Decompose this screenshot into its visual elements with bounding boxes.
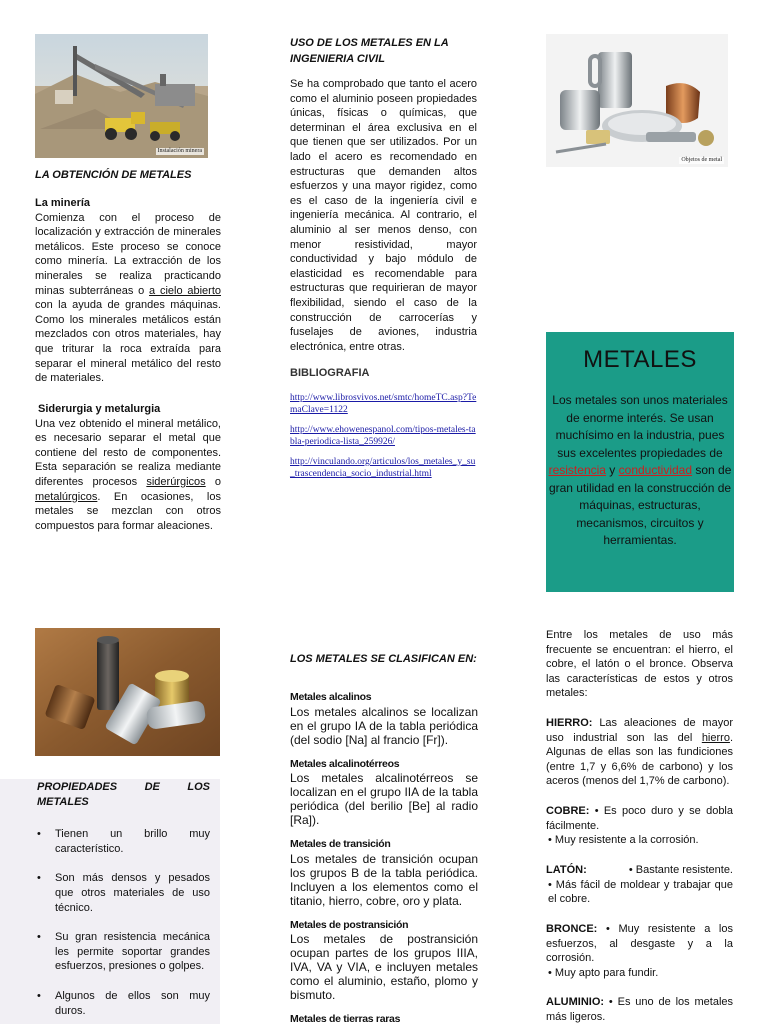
group-text: Los metales alcalinos se localizan en el grupo IA de la tabla periódica (del sodio [Na] al francio [Fr]). <box>290 704 478 747</box>
properties-section <box>37 780 210 1033</box>
group-title: Metales de transición <box>290 838 391 851</box>
metalurgicos-link[interactable]: metalúrgicos <box>35 490 98 503</box>
mining-section <box>35 196 221 386</box>
siderurgy-text-mid: o <box>214 475 221 488</box>
group-text: Los metales alcalinotérreos se localizan en el grupo IIA de la tabla periódica (del berilio [Be] al radio [Ra]). <box>290 771 478 828</box>
hierro-block <box>546 716 733 789</box>
cobre-line-2: • Muy resistente a la corrosión. <box>548 834 699 847</box>
mining-photo-caption: Instalación minera <box>157 148 202 154</box>
bronce-line-1: • Muy resistente a los esfuerzos, al desgaste y a la corrosión. <box>546 923 733 965</box>
metal-bars-image <box>35 628 220 756</box>
siderurgy-title: Siderurgia y metalurgia <box>38 403 161 415</box>
classify-heading: LOS METALES SE CLASIFICAN EN: <box>290 653 477 665</box>
civil-heading: USO DE LOS METALES EN LA INGENIERIA CIVIL <box>290 37 449 65</box>
group-title: Metales de tierras raras <box>290 1013 401 1026</box>
cobre-block <box>546 804 733 848</box>
metales-text-a: Los metales son unos materiales de enorme interés. Se usan muchísimo en la industria, pues sus excelentes propiedades de <box>552 393 728 460</box>
hierro-text-a: Las aleaciones de mayor uso industrial son las del <box>546 717 733 744</box>
metal-objects-photo <box>546 34 728 167</box>
metales-title: METALES <box>583 346 697 373</box>
cobre-name: COBRE: <box>546 805 590 817</box>
classify-list <box>290 690 478 1027</box>
metal-bars-photo <box>35 628 220 756</box>
laton-line-2: • Más fácil de moldear y trabajar que el cobre. <box>548 878 733 906</box>
property-item: • Algunos de ellos son muy duros. <box>37 989 210 1018</box>
bibliography-link[interactable]: http://www.ehowenespanol.com/tipos-metales-tabla-periodica-lista_259926/ <box>290 425 476 447</box>
group-title: Metales alcalinos <box>290 691 372 703</box>
metals-intro: Entre los metales de uso más frecuente se encuentran: el hierro, el cobre, el latón o el bronce. Observa las características de estos y otros metales: <box>546 629 733 700</box>
resistencia-link[interactable]: resistencia <box>548 463 606 477</box>
group-title: Metales de postransición <box>290 918 409 931</box>
mining-heading: LA OBTENCIÓN DE METALES <box>35 169 192 181</box>
metal-objects-image <box>546 34 728 167</box>
group-text: Los metales de transición ocupan los grupos B de la tabla periódica. Incluyen a los elementos como el titanio, hierro, cobre, oro y plata. <box>290 851 478 908</box>
cobre-line-1: • Es poco duro y se dobla fácilmente. <box>546 805 733 832</box>
bibliography-heading: BIBLIOGRAFIA <box>290 367 370 379</box>
siderurgy-text-a: Una vez obtenido el mineral metálico, es necesario separar el metal que contiene del resto de componentes. Esta separación se realiza mediante diferentes procesos <box>35 417 221 488</box>
laton-name: LATÓN: <box>546 864 587 876</box>
bibliography-link[interactable]: http://vinculando.org/articulos/los_metales_y_su_trascendencia_socio_industrial.html <box>290 457 476 479</box>
mining-photo <box>35 34 208 158</box>
metales-text-mid: y <box>609 463 616 477</box>
metales-title-box <box>546 332 734 592</box>
group-title: Metales alcalinotérreos <box>290 757 400 770</box>
laton-line-1: • Bastante resistente. <box>628 864 733 876</box>
hierro-name: HIERRO: <box>546 717 593 729</box>
mining-paragraph <box>35 211 221 386</box>
mining-title: La minería <box>35 197 91 209</box>
hierro-link[interactable]: hierro <box>701 731 730 744</box>
mining-text-a: Comienza con el proceso de localización y extracción de minerales metálicos. Este proceso se conoce como minería. La extracción de los minerales se realiza practicando minas subterráneas o <box>35 211 221 297</box>
metal-objects-caption: Objetos de metal <box>681 157 722 163</box>
bibliography-list <box>290 392 477 480</box>
bronce-line-2: • Muy apto para fundir. <box>548 966 659 979</box>
properties-heading: PROPIEDADES DE LOS METALES <box>37 781 210 808</box>
metales-text-b: son de gran utilidad en la construcción de máquinas, estructuras, mecanismos, circuitos y herramientas. <box>548 463 732 547</box>
mining-text-b: con la ayuda de grandes máquinas. Como los minerales metálicos están mezclados con otros materiales, hay que triturar la roca extraída para separar el mineral metálico del resto de materiales. <box>35 299 221 385</box>
metales-description <box>546 392 734 550</box>
bronce-block <box>546 922 733 980</box>
bibliography-link[interactable]: http://www.librosvivos.net/smtc/homeTC.asp?TemaClave=1122 <box>290 393 477 415</box>
siderurgy-paragraph <box>35 417 221 534</box>
siderurgicos-link[interactable]: siderúrgicos <box>146 475 206 488</box>
open-pit-link[interactable]: a cielo abierto <box>149 284 221 297</box>
property-item: • Su gran resistencia mecánica les permite soportar grandes esfuerzos, presiones o golpes. <box>37 930 210 974</box>
properties-list <box>37 827 210 1018</box>
civil-paragraph: Se ha comprobado que tanto el acero como el aluminio poseen propiedades únicas, físicas o químicas, que determinan el área exclusiva en el que tienen que ser utilizados. Por un lado el acero es recomendado en estructuras que demanden altos esfuerzos y una mayor rigidez, como es el caso de la ingeniería civil e ingeniería mecánica. Al contrario, el aluminio al ser menos denso, con menor resistividad, mayor conductividad y bajo módulo de elasticidad es recomendable para estructuras que requirieran de mayor flexibilidad, siendo el caso de la construcción de carrocerías y fuselajes de aviones, industria electrónica, entre otras. <box>290 78 477 353</box>
mining-scene-image <box>35 34 208 158</box>
conductividad-link[interactable]: conductividad <box>618 463 693 477</box>
property-item: • Tienen un brillo muy característico. <box>37 827 210 856</box>
siderurgy-text-b: . En ocasiones, los metales se mezclan con otros compuestos para formar aleaciones. <box>35 490 221 532</box>
bronce-name: BRONCE: <box>546 923 598 935</box>
group-text: Los metales de postransición ocupan partes de los grupos IIIA, IVA, VA y VIA, e incluyen metales como el aluminio, estaño, plomo y bismuto. <box>290 932 478 1003</box>
siderurgy-section <box>35 402 221 533</box>
aluminio-line-1: • Es uno de los metales más ligeros. <box>546 996 733 1023</box>
laton-block <box>546 863 733 907</box>
hierro-text-b: . Algunas de ellas son las fundiciones (entre 1,7 y 6,6% de carbono) y los aceros (menos del 1,7% de carbono). <box>546 731 733 788</box>
aluminio-block <box>546 995 733 1024</box>
aluminio-name: ALUMINIO: <box>546 996 605 1008</box>
property-item: • Son más densos y pesados que otros materiales de uso técnico. <box>37 871 210 915</box>
